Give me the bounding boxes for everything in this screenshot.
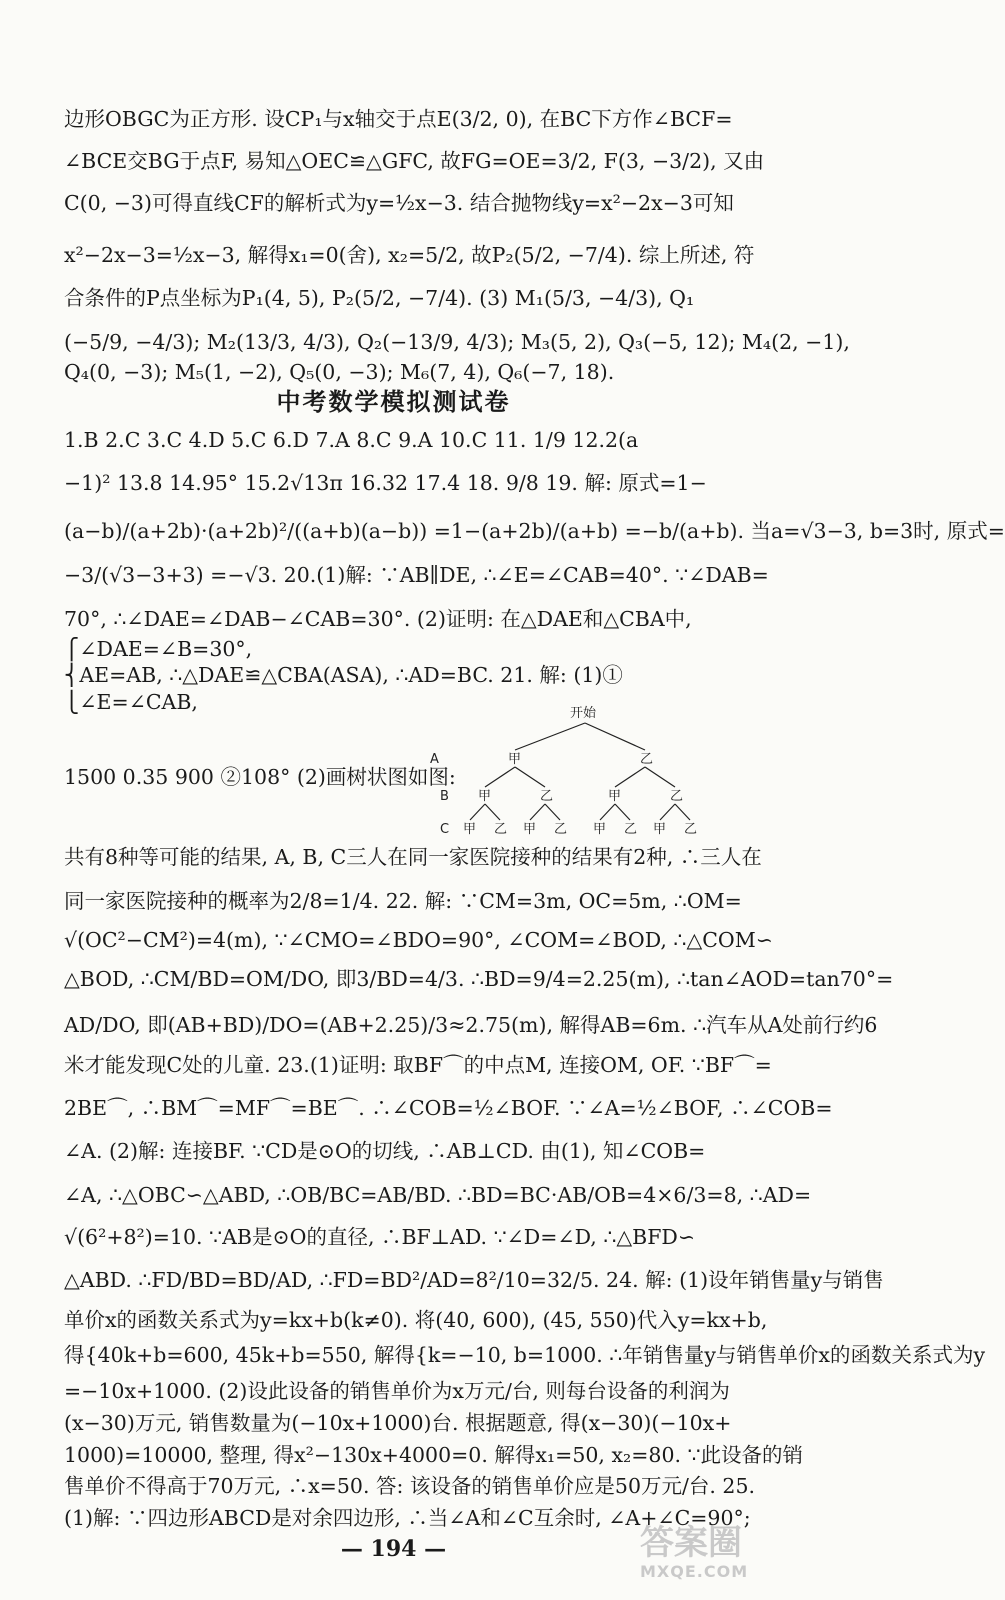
tree-node: 乙 [684, 822, 698, 837]
text-line: 70°, ∴∠DAE=∠DAB−∠CAB=30°. (2)证明: 在△DAE和△CBA中, [64, 607, 692, 631]
text-line: ⎨AE=AB, ∴△DAE≌△CBA(ASA), ∴AD=BC. 21. 解: (1)① [64, 663, 623, 687]
text-line: 单价x的函数关系式为y=kx+b(k≠0). 将(40, 600), (45, 550)代入y=kx+b, [64, 1308, 768, 1332]
text-line: Q₄(0, −3); M₅(1, −2), Q₅(0, −3); M₆(7, 4), Q₆(−7, 18). [64, 360, 615, 384]
text-line: =−10x+1000. (2)设此设备的销售单价为x万元/台, 则每台设备的利润为 [64, 1379, 730, 1403]
text-line: 售单价不得高于70万元, ∴x=50. 答: 该设备的销售单价应是50万元/台. 25. [64, 1474, 756, 1498]
tree-root: 开始 [570, 706, 597, 721]
section-title: 中考数学模拟测试卷 [276, 388, 511, 416]
level-label: A [430, 752, 439, 767]
text-line: 1000)=10000, 整理, 得x²−130x+4000=0. 解得x₁=50, x₂=80. ∵此设备的销 [64, 1443, 804, 1467]
tree-node: 乙 [624, 822, 638, 837]
page-number: — 194 — [340, 1536, 447, 1562]
tree-node: 甲 [593, 822, 607, 837]
tree-diagram [430, 705, 730, 835]
text-line: C(0, −3)可得直线CF的解析式为y=½x−3. 结合抛物线y=x²−2x−3可知 [64, 191, 734, 215]
tree-node: 甲 [608, 789, 622, 804]
text-line: ∠A, ∴△OBC∽△ABD, ∴OB/BC=AB/BD. ∴BD=BC·AB/OB=4×6/3=8, ∴AD= [64, 1183, 812, 1207]
tree-node: 乙 [540, 789, 554, 804]
tree-node: 甲 [653, 822, 667, 837]
text-line: −1)² 13.8 14.95° 15.2√13π 16.32 17.4 18. 9/8 19. 解: 原式=1− [64, 471, 707, 495]
text-line: ⎩∠E=∠CAB, [64, 690, 198, 714]
page-number-value: 194 [370, 1536, 417, 1562]
tree-node: 甲 [508, 752, 522, 767]
watermark-logo: 答案圈 [640, 1523, 742, 1563]
text-line: ∠A. (2)解: 连接BF. ∵CD是⊙O的切线, ∴AB⊥CD. 由(1), 知∠COB= [64, 1139, 706, 1163]
text-line: (x−30)万元, 销售数量为(−10x+1000)台. 根据题意, 得(x−30)(−10x+ [64, 1411, 732, 1435]
tree-node: 乙 [670, 789, 684, 804]
watermark-url: MXQE.COM [640, 1562, 749, 1581]
text-line: (−5/9, −4/3); M₂(13/3, 4/3), Q₂(−13/9, 4/3); M₃(5, 2), Q₃(−5, 12); M₄(2, −1), [64, 330, 850, 354]
text-line: √(OC²−CM²)=4(m), ∵∠CMO=∠BDO=90°, ∠COM=∠BOD, ∴△COM∽ [64, 928, 773, 952]
text-line: (a−b)/(a+2b)·(a+2b)²/((a+b)(a−b)) =1−(a+2b)/(a+b) =−b/(a+b). 当a=√3−3, b=3时, 原式= [64, 519, 1005, 543]
text-line: −3/(√3−3+3) =−√3. 20.(1)解: ∵AB∥DE, ∴∠E=∠CAB=40°. ∵∠DAB= [64, 563, 769, 587]
text-line: ∠BCE交BG于点F, 易知△OEC≌△GFC, 故FG=OE=3/2, F(3, −3/2), 又由 [64, 149, 765, 173]
tree-node: 甲 [463, 822, 477, 837]
text-line: 米才能发现C处的儿童. 23.(1)证明: 取BF⌒的中点M, 连接OM, OF. ∵BF⌒= [64, 1053, 772, 1077]
text-line: 共有8种等可能的结果, A, B, C三人在同一家医院接种的结果有2种, ∴三人在 [64, 845, 762, 869]
text-line: x²−2x−3=½x−3, 解得x₁=0(舍), x₂=5/2, 故P₂(5/2, −7/4). 综上所述, 符 [64, 243, 755, 267]
tree-node: 甲 [478, 789, 492, 804]
text-line: 同一家医院接种的概率为2/8=1/4. 22. 解: ∵CM=3m, OC=5m, ∴OM= [64, 889, 742, 913]
text-line: ⎧∠DAE=∠B=30°, [64, 637, 253, 661]
text-line: AD/DO, 即(AB+BD)/DO=(AB+2.25)/3≈2.75(m), 解得AB=6m. ∴汽车从A处前行约6 [64, 1013, 878, 1037]
text-line: △BOD, ∴CM/BD=OM/DO, 即3/BD=4/3. ∴BD=9/4=2.25(m), ∴tan∠AOD=tan70°= [64, 967, 894, 991]
text-line: 合条件的P点坐标为P₁(4, 5), P₂(5/2, −7/4). (3) M₁(5/3, −4/3), Q₁ [64, 286, 695, 310]
text-line: △ABD. ∴FD/BD=BD/AD, ∴FD=BD²/AD=8²/10=32/5. 24. 解: (1)设年销售量y与销售 [64, 1268, 884, 1292]
tree-node: 乙 [640, 752, 654, 767]
text-line: 边形OBGC为正方形. 设CP₁与x轴交于点E(3/2, 0), 在BC下方作∠BCF= [64, 107, 733, 131]
tree-node: 乙 [554, 822, 568, 837]
level-label: C [440, 822, 450, 837]
text-line: 1.B 2.C 3.C 4.D 5.C 6.D 7.A 8.C 9.A 10.C 11. 1/9 12.2(a [64, 428, 639, 452]
level-label: B [440, 789, 449, 804]
tree-node: 甲 [523, 822, 537, 837]
text-line: √(6²+8²)=10. ∵AB是⊙O的直径, ∴BF⊥AD. ∵∠D=∠D, ∴△BFD∽ [64, 1225, 696, 1249]
text-line: 1500 0.35 900 ②108° (2)画树状图如图: [64, 765, 456, 789]
tree-node: 乙 [494, 822, 508, 837]
text-line: (1)解: ∵四边形ABCD是对余四边形, ∴当∠A和∠C互余时, ∠A+∠C=90°; [64, 1506, 751, 1530]
text-line: 2BE⌒, ∴BM⌒=MF⌒=BE⌒. ∴∠COB=½∠BOF. ∵∠A=½∠BOF, ∴∠COB= [64, 1096, 833, 1120]
text-line: 得{40k+b=600, 45k+b=550, 解得{k=−10, b=1000. ∴年销售量y与销售单价x的函数关系式为y [64, 1343, 986, 1367]
